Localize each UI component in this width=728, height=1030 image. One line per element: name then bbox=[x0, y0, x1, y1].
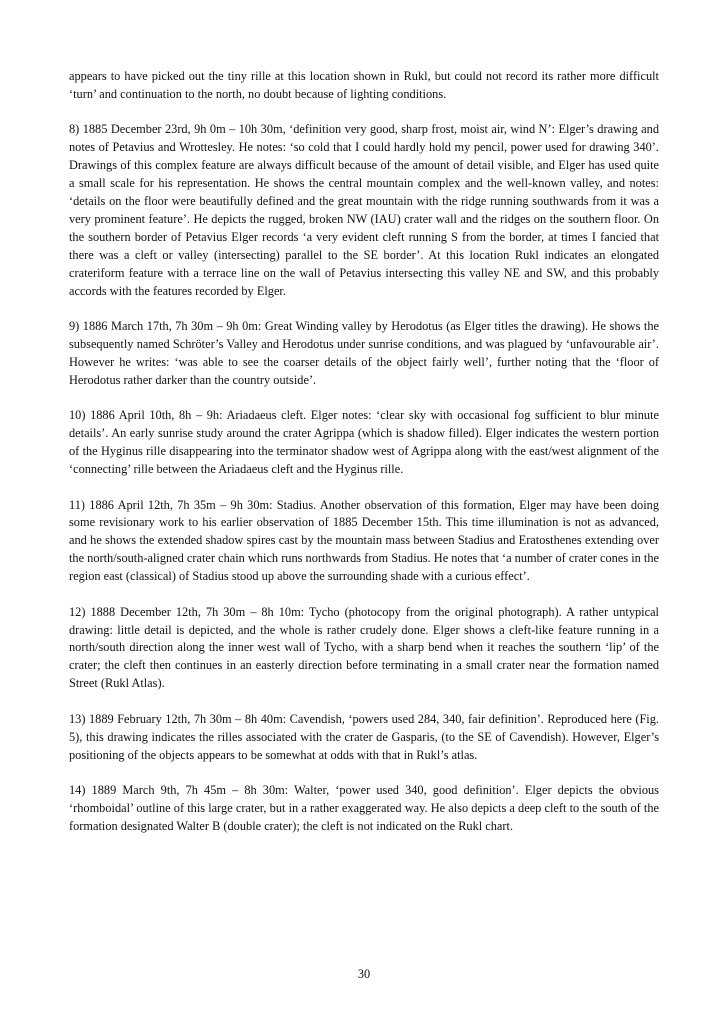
paragraph-entry-8: 8) 1885 December 23rd, 9h 0m – 10h 30m, ‘definition very good, sharp frost, moist air, wind N’: Elger’s drawing and notes of Petavius and Wrottesley. He notes: ‘so cold that I could hardly hold my pencil, power used for drawing 340’. Drawings of this complex feature are always difficult because of the amount of detail visible, and Elger has used quite a small scale for his representation. He shows the central mountain complex and the well-known valley, and notes: ‘details on the floor were beautifully defined and the great mountain with the ridge running southwards from it was a very prominent feature’. He depicts the rugged, broken NW (IAU) crater wall and the ridges on the southern floor. On the southern border of Petavius Elger records ‘a very evident cleft running S from the border, at times I fancied that there was a cleft or valley (intersecting) parallel to the SE border’. At this location Rukl indicates an elongated crateriform feature with a terrace line on the wall of Petavius intersecting this valley NE and SW, and this probably accords with the features recorded by Elger. bbox=[69, 122, 659, 298]
paragraph-entry-10: 10) 1886 April 10th, 8h – 9h: Ariadaeus cleft. Elger notes: ‘clear sky with occasional fog sufficient to blur minute details’. An early sunrise study around the crater Agrippa (which is shadow filled). Elger indicates the western portion of the Hyginus rille disappearing into the terminator shadow west of Agrippa along with the east/west alignment of the ‘connecting’ rille between the Ariadaeus cleft and the Hyginus rille. bbox=[69, 408, 659, 476]
page-number: 30 bbox=[357, 967, 371, 981]
paragraph-entry-14: 14) 1889 March 9th, 7h 45m – 8h 30m: Walter, ‘power used 340, good definition’. Elger depicts the obvious ‘rhomboidal’ outline of this large crater, but in a rather exaggerated way. He also depicts a deep cleft to the south of the formation designated Walter B (double crater); the cleft is not indicated on the Rukl chart. bbox=[69, 783, 659, 833]
paragraph-entry-13: 13) 1889 February 12th, 7h 30m – 8h 40m: Cavendish, ‘powers used 284, 340, fair definition’. Reproduced here (Fig. 5), this drawing indicates the rilles associated with the crater de Gasparis, (to the SE of Cavendish). However, Elger’s positioning of the objects appears to be somewhat at odds with that in Rukl’s atlas. bbox=[69, 711, 659, 762]
paragraph-entry-12: 12) 1888 December 12th, 7h 30m – 8h 10m: Tycho (photocopy from the original photograph). A rather untypical drawing: little detail is depicted, and the whole is rather crudely done. Elger shows a cleft-like feature running in a north/south direction along the inner west wall of Tycho, with a sharp bend when it reaches the southern ‘lip’ of the crater; the cleft then continues in an easterly direction before terminating in a small crater near the formation named Street (Rukl Atlas). bbox=[69, 604, 659, 691]
paragraph-entry-11: 11) 1886 April 12th, 7h 35m – 9h 30m: Stadius. Another observation of this formation, Elger may have been doing some revisionary work to his earlier observation of 1885 December 15th. This time illumination is not as advanced, and he shows the extended shadow spires cast by the mountain mass between Stadius and Eratosthenes extending over the north/south-aligned crater chain which runs northwards from Stadius. He notes that ‘a number of crater cones in the region east (classical) of Stadius stood up above the surrounding shade with a curious effect’. bbox=[69, 497, 659, 584]
paragraph-entry-9: 9) 1886 March 17th, 7h 30m – 9h 0m: Great Winding valley by Herodotus (as Elger titles the drawing). He shows the subsequently named Schröter’s Valley and Herodotus under sunrise conditions, and was plagued by ‘unfavourable air’. However he writes: ‘was able to see the coarser details of the object fairly well’, further noting that the ‘floor of Herodotus rather darker than the country outside’. bbox=[69, 319, 659, 387]
paragraph-continuation: appears to have picked out the tiny rille at this location shown in Rukl, but could not record its rather more difficult ‘turn’ and continuation to the north, no doubt because of lighting conditions. bbox=[69, 69, 659, 101]
body-text bbox=[69, 68, 659, 853]
